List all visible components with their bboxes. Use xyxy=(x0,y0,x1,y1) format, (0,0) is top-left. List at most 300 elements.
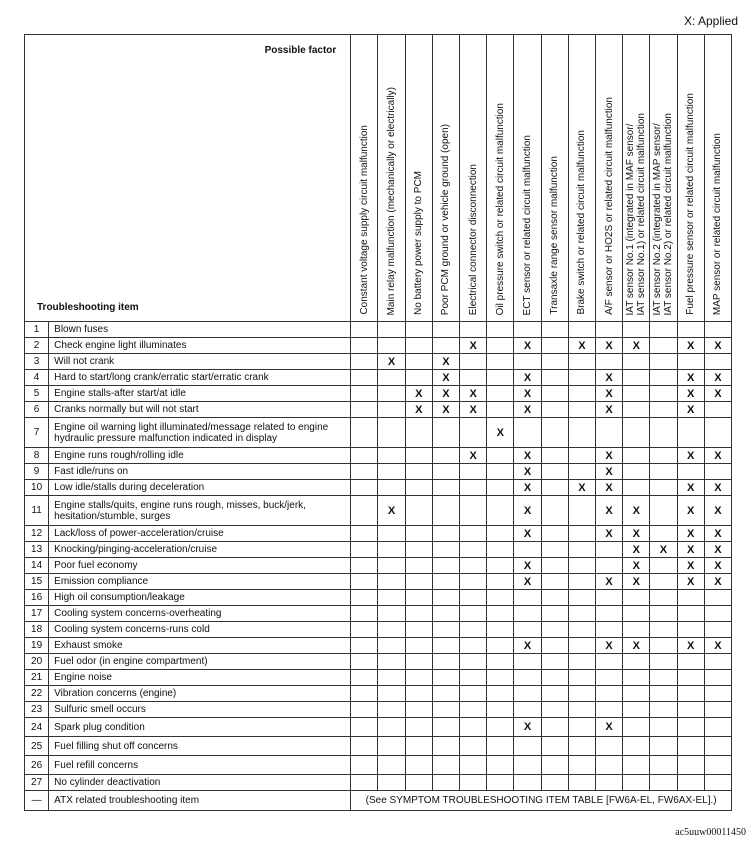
empty-cell xyxy=(378,448,405,464)
empty-cell xyxy=(623,590,650,606)
empty-cell xyxy=(432,322,459,338)
applied-mark: X xyxy=(595,370,622,386)
empty-cell xyxy=(405,654,432,670)
empty-cell xyxy=(487,756,514,775)
empty-cell xyxy=(351,622,378,638)
applied-mark: X xyxy=(460,448,487,464)
empty-cell xyxy=(460,464,487,480)
empty-cell xyxy=(487,496,514,526)
empty-cell xyxy=(405,354,432,370)
factor-header xyxy=(405,35,432,322)
empty-cell xyxy=(677,622,704,638)
empty-cell xyxy=(541,370,568,386)
empty-cell xyxy=(405,756,432,775)
empty-cell xyxy=(514,775,541,791)
applied-mark: X xyxy=(677,574,704,590)
empty-cell xyxy=(405,670,432,686)
empty-cell xyxy=(595,775,622,791)
applied-mark: X xyxy=(595,718,622,737)
empty-cell xyxy=(595,670,622,686)
empty-cell xyxy=(541,448,568,464)
empty-cell xyxy=(351,386,378,402)
applied-mark: X xyxy=(514,718,541,737)
empty-cell xyxy=(378,702,405,718)
applied-mark: X xyxy=(595,526,622,542)
empty-cell xyxy=(568,638,595,654)
table-row xyxy=(25,590,732,606)
factor-header xyxy=(351,35,378,322)
empty-cell xyxy=(405,737,432,756)
row-number: 3 xyxy=(25,354,49,370)
factor-label: IAT sensor No.1 (integrated in MAF sensor/ IAT sensor No.1) or related circuit malfunction xyxy=(625,112,648,315)
factor-label: Main relay malfunction (mechanically or electrically) xyxy=(386,86,398,315)
row-number: 22 xyxy=(25,686,49,702)
empty-cell xyxy=(351,526,378,542)
empty-cell xyxy=(650,418,677,448)
table-row xyxy=(25,480,732,496)
applied-mark: X xyxy=(514,574,541,590)
empty-cell xyxy=(405,418,432,448)
empty-cell xyxy=(650,526,677,542)
empty-cell xyxy=(432,606,459,622)
row-item: Will not crank xyxy=(49,354,351,370)
factor-header xyxy=(677,35,704,322)
empty-cell xyxy=(623,622,650,638)
empty-cell xyxy=(541,386,568,402)
row-item: Poor fuel economy xyxy=(49,558,351,574)
empty-cell xyxy=(351,402,378,418)
empty-cell xyxy=(378,558,405,574)
empty-cell xyxy=(541,775,568,791)
empty-cell xyxy=(677,590,704,606)
empty-cell xyxy=(623,464,650,480)
empty-cell xyxy=(677,686,704,702)
empty-cell xyxy=(677,654,704,670)
empty-cell xyxy=(541,542,568,558)
applied-mark: X xyxy=(677,496,704,526)
table-row xyxy=(25,654,732,670)
empty-cell xyxy=(650,386,677,402)
row-item: Engine runs rough/rolling idle xyxy=(49,448,351,464)
empty-cell xyxy=(650,737,677,756)
applied-mark: X xyxy=(514,448,541,464)
row-number: 10 xyxy=(25,480,49,496)
empty-cell xyxy=(487,542,514,558)
empty-cell xyxy=(650,402,677,418)
empty-cell xyxy=(514,606,541,622)
applied-mark: X xyxy=(623,496,650,526)
row-item: High oil consumption/leakage xyxy=(49,590,351,606)
empty-cell xyxy=(487,526,514,542)
empty-cell xyxy=(595,542,622,558)
empty-cell xyxy=(568,574,595,590)
row-number: 18 xyxy=(25,622,49,638)
empty-cell xyxy=(568,418,595,448)
row-number: 27 xyxy=(25,775,49,791)
empty-cell xyxy=(487,737,514,756)
applied-mark: X xyxy=(623,338,650,354)
empty-cell xyxy=(514,590,541,606)
row-item: Cranks normally but will not start xyxy=(49,402,351,418)
empty-cell xyxy=(541,590,568,606)
factor-header xyxy=(487,35,514,322)
applied-mark: X xyxy=(677,338,704,354)
table-row xyxy=(25,464,732,480)
factor-label: Constant voltage supply circuit malfunction xyxy=(358,125,370,315)
empty-cell xyxy=(541,322,568,338)
applied-mark: X xyxy=(514,370,541,386)
empty-cell xyxy=(623,402,650,418)
row-item: Engine noise xyxy=(49,670,351,686)
row-item: Fuel refill concerns xyxy=(49,756,351,775)
empty-cell xyxy=(432,638,459,654)
empty-cell xyxy=(514,686,541,702)
empty-cell xyxy=(514,354,541,370)
empty-cell xyxy=(568,654,595,670)
row-item: Engine stalls/quits, engine runs rough, misses, buck/jerk, hesitation/stumble, surges xyxy=(49,496,351,526)
empty-cell xyxy=(568,526,595,542)
applied-mark: X xyxy=(595,448,622,464)
empty-cell xyxy=(351,737,378,756)
empty-cell xyxy=(432,756,459,775)
empty-cell xyxy=(514,702,541,718)
row-number: 19 xyxy=(25,638,49,654)
empty-cell xyxy=(568,686,595,702)
row-item: Lack/loss of power-acceleration/cruise xyxy=(49,526,351,542)
empty-cell xyxy=(704,622,731,638)
factor-header xyxy=(541,35,568,322)
empty-cell xyxy=(704,654,731,670)
row-item: Emission compliance xyxy=(49,574,351,590)
factor-label: Oil pressure switch or related circuit malfunction xyxy=(494,102,506,315)
empty-cell xyxy=(595,418,622,448)
empty-cell xyxy=(460,322,487,338)
empty-cell xyxy=(623,480,650,496)
empty-cell xyxy=(568,775,595,791)
empty-cell xyxy=(487,354,514,370)
empty-cell xyxy=(460,670,487,686)
empty-cell xyxy=(460,654,487,670)
applied-mark: X xyxy=(460,402,487,418)
row-number: 12 xyxy=(25,526,49,542)
empty-cell xyxy=(677,718,704,737)
empty-cell xyxy=(704,590,731,606)
empty-cell xyxy=(487,402,514,418)
empty-cell xyxy=(460,590,487,606)
row-number: 2 xyxy=(25,338,49,354)
empty-cell xyxy=(677,775,704,791)
empty-cell xyxy=(704,737,731,756)
empty-cell xyxy=(541,654,568,670)
applied-mark: X xyxy=(623,558,650,574)
empty-cell xyxy=(650,702,677,718)
empty-cell xyxy=(650,718,677,737)
table-row xyxy=(25,418,732,448)
applied-mark: X xyxy=(378,496,405,526)
applied-mark: X xyxy=(704,496,731,526)
empty-cell xyxy=(405,702,432,718)
row-number: 9 xyxy=(25,464,49,480)
empty-cell xyxy=(595,606,622,622)
empty-cell xyxy=(405,338,432,354)
applied-mark: X xyxy=(704,638,731,654)
empty-cell xyxy=(378,370,405,386)
empty-cell xyxy=(487,386,514,402)
empty-cell xyxy=(650,370,677,386)
row-item: Engine stalls-after start/at idle xyxy=(49,386,351,402)
applied-mark: X xyxy=(432,370,459,386)
table-row xyxy=(25,670,732,686)
empty-cell xyxy=(378,480,405,496)
empty-cell xyxy=(541,480,568,496)
empty-cell xyxy=(405,558,432,574)
factor-header xyxy=(514,35,541,322)
applied-mark: X xyxy=(677,386,704,402)
applied-mark: X xyxy=(432,402,459,418)
empty-cell xyxy=(595,702,622,718)
troubleshooting-item-label: Troubleshooting item xyxy=(37,302,139,313)
empty-cell xyxy=(487,448,514,464)
empty-cell xyxy=(623,775,650,791)
factor-label: Fuel pressure sensor or related circuit malfunction xyxy=(685,93,697,315)
empty-cell xyxy=(677,670,704,686)
empty-cell xyxy=(432,670,459,686)
row-number: 26 xyxy=(25,756,49,775)
row-item: Blown fuses xyxy=(49,322,351,338)
row-item: Spark plug condition xyxy=(49,718,351,737)
empty-cell xyxy=(568,354,595,370)
empty-cell xyxy=(623,718,650,737)
table-row xyxy=(25,702,732,718)
factor-header xyxy=(568,35,595,322)
applied-mark: X xyxy=(623,574,650,590)
empty-cell xyxy=(568,448,595,464)
row-item: No cylinder deactivation xyxy=(49,775,351,791)
empty-cell xyxy=(351,686,378,702)
empty-cell xyxy=(460,574,487,590)
applied-mark: X xyxy=(704,526,731,542)
empty-cell xyxy=(623,606,650,622)
empty-cell xyxy=(487,322,514,338)
applied-mark: X xyxy=(677,526,704,542)
empty-cell xyxy=(351,322,378,338)
empty-cell xyxy=(487,638,514,654)
table-row xyxy=(25,402,732,418)
row-number: 11 xyxy=(25,496,49,526)
empty-cell xyxy=(650,756,677,775)
empty-cell xyxy=(568,670,595,686)
empty-cell xyxy=(405,574,432,590)
empty-cell xyxy=(677,606,704,622)
empty-cell xyxy=(351,606,378,622)
empty-cell xyxy=(704,354,731,370)
empty-cell xyxy=(704,606,731,622)
empty-cell xyxy=(487,464,514,480)
applied-mark: X xyxy=(460,386,487,402)
empty-cell xyxy=(595,756,622,775)
empty-cell xyxy=(351,370,378,386)
row-item: Cooling system concerns-overheating xyxy=(49,606,351,622)
empty-cell xyxy=(595,322,622,338)
empty-cell xyxy=(595,558,622,574)
empty-cell xyxy=(514,670,541,686)
empty-cell xyxy=(351,542,378,558)
empty-cell xyxy=(677,418,704,448)
empty-cell xyxy=(405,464,432,480)
empty-cell xyxy=(677,354,704,370)
empty-cell xyxy=(541,354,568,370)
empty-cell xyxy=(351,638,378,654)
empty-cell xyxy=(405,496,432,526)
row-item: Hard to start/long crank/erratic start/erratic crank xyxy=(49,370,351,386)
empty-cell xyxy=(378,718,405,737)
empty-cell xyxy=(541,418,568,448)
atx-row xyxy=(25,791,732,811)
empty-cell xyxy=(351,354,378,370)
empty-cell xyxy=(623,670,650,686)
empty-cell xyxy=(351,775,378,791)
table-body xyxy=(25,322,732,811)
empty-cell xyxy=(595,686,622,702)
factor-header xyxy=(432,35,459,322)
empty-cell xyxy=(487,558,514,574)
factor-label: No battery power supply to PCM xyxy=(413,171,425,315)
applied-mark: X xyxy=(704,558,731,574)
empty-cell xyxy=(487,574,514,590)
empty-cell xyxy=(568,606,595,622)
empty-cell xyxy=(405,542,432,558)
empty-cell xyxy=(405,718,432,737)
table-row xyxy=(25,496,732,526)
empty-cell xyxy=(432,622,459,638)
row-item: Fuel odor (in engine compartment) xyxy=(49,654,351,670)
table-row xyxy=(25,686,732,702)
row-item: Exhaust smoke xyxy=(49,638,351,654)
row-number: 1 xyxy=(25,322,49,338)
table-row xyxy=(25,606,732,622)
empty-cell xyxy=(378,606,405,622)
empty-cell xyxy=(568,590,595,606)
empty-cell xyxy=(541,526,568,542)
factor-label: A/F sensor or HO2S or related circuit malfunction xyxy=(603,97,615,315)
empty-cell xyxy=(704,775,731,791)
empty-cell xyxy=(514,622,541,638)
empty-cell xyxy=(677,322,704,338)
empty-cell xyxy=(460,418,487,448)
empty-cell xyxy=(432,480,459,496)
applied-mark: X xyxy=(650,542,677,558)
empty-cell xyxy=(460,370,487,386)
row-item: Sulfuric smell occurs xyxy=(49,702,351,718)
empty-cell xyxy=(541,496,568,526)
row-number: 13 xyxy=(25,542,49,558)
applied-mark: X xyxy=(460,338,487,354)
empty-cell xyxy=(460,480,487,496)
empty-cell xyxy=(351,670,378,686)
empty-cell xyxy=(704,718,731,737)
applied-mark: X xyxy=(704,386,731,402)
empty-cell xyxy=(677,756,704,775)
empty-cell xyxy=(704,402,731,418)
empty-cell xyxy=(650,448,677,464)
empty-cell xyxy=(541,338,568,354)
empty-cell xyxy=(378,526,405,542)
empty-cell xyxy=(595,590,622,606)
empty-cell xyxy=(541,737,568,756)
table-row xyxy=(25,386,732,402)
empty-cell xyxy=(432,718,459,737)
empty-cell xyxy=(351,480,378,496)
empty-cell xyxy=(378,775,405,791)
empty-cell xyxy=(460,638,487,654)
empty-cell xyxy=(514,737,541,756)
factor-header xyxy=(704,35,731,322)
empty-cell xyxy=(487,670,514,686)
empty-cell xyxy=(650,590,677,606)
empty-cell xyxy=(460,775,487,791)
empty-cell xyxy=(378,670,405,686)
table-row xyxy=(25,756,732,775)
empty-cell xyxy=(704,418,731,448)
empty-cell xyxy=(514,322,541,338)
empty-cell xyxy=(487,590,514,606)
legend-applied: X: Applied xyxy=(683,14,738,28)
empty-cell xyxy=(541,702,568,718)
empty-cell xyxy=(568,386,595,402)
empty-cell xyxy=(405,370,432,386)
empty-cell xyxy=(650,338,677,354)
applied-mark: X xyxy=(514,526,541,542)
empty-cell xyxy=(351,448,378,464)
row-number: 17 xyxy=(25,606,49,622)
empty-cell xyxy=(405,322,432,338)
empty-cell xyxy=(351,464,378,480)
empty-cell xyxy=(541,574,568,590)
empty-cell xyxy=(541,756,568,775)
empty-cell xyxy=(460,354,487,370)
applied-mark: X xyxy=(595,464,622,480)
table-row xyxy=(25,638,732,654)
empty-cell xyxy=(432,654,459,670)
empty-cell xyxy=(568,496,595,526)
empty-cell xyxy=(623,686,650,702)
row-number: 7 xyxy=(25,418,49,448)
empty-cell xyxy=(650,496,677,526)
empty-cell xyxy=(568,622,595,638)
applied-mark: X xyxy=(432,354,459,370)
applied-mark: X xyxy=(405,386,432,402)
empty-cell xyxy=(595,737,622,756)
empty-cell xyxy=(541,606,568,622)
row-number: 16 xyxy=(25,590,49,606)
applied-mark: X xyxy=(677,558,704,574)
empty-cell xyxy=(568,737,595,756)
table-row xyxy=(25,718,732,737)
empty-cell xyxy=(568,464,595,480)
applied-mark: X xyxy=(704,542,731,558)
empty-cell xyxy=(351,654,378,670)
empty-cell xyxy=(460,496,487,526)
empty-cell xyxy=(650,480,677,496)
empty-cell xyxy=(650,638,677,654)
empty-cell xyxy=(541,718,568,737)
factor-label: Electrical connector disconnection xyxy=(467,163,479,315)
applied-mark: X xyxy=(623,542,650,558)
row-item: Engine oil warning light illuminated/message related to engine hydraulic pressure malfunction indicated in display xyxy=(49,418,351,448)
empty-cell xyxy=(378,418,405,448)
figure-code: ac5uuw00011450 xyxy=(675,827,746,838)
empty-cell xyxy=(460,686,487,702)
